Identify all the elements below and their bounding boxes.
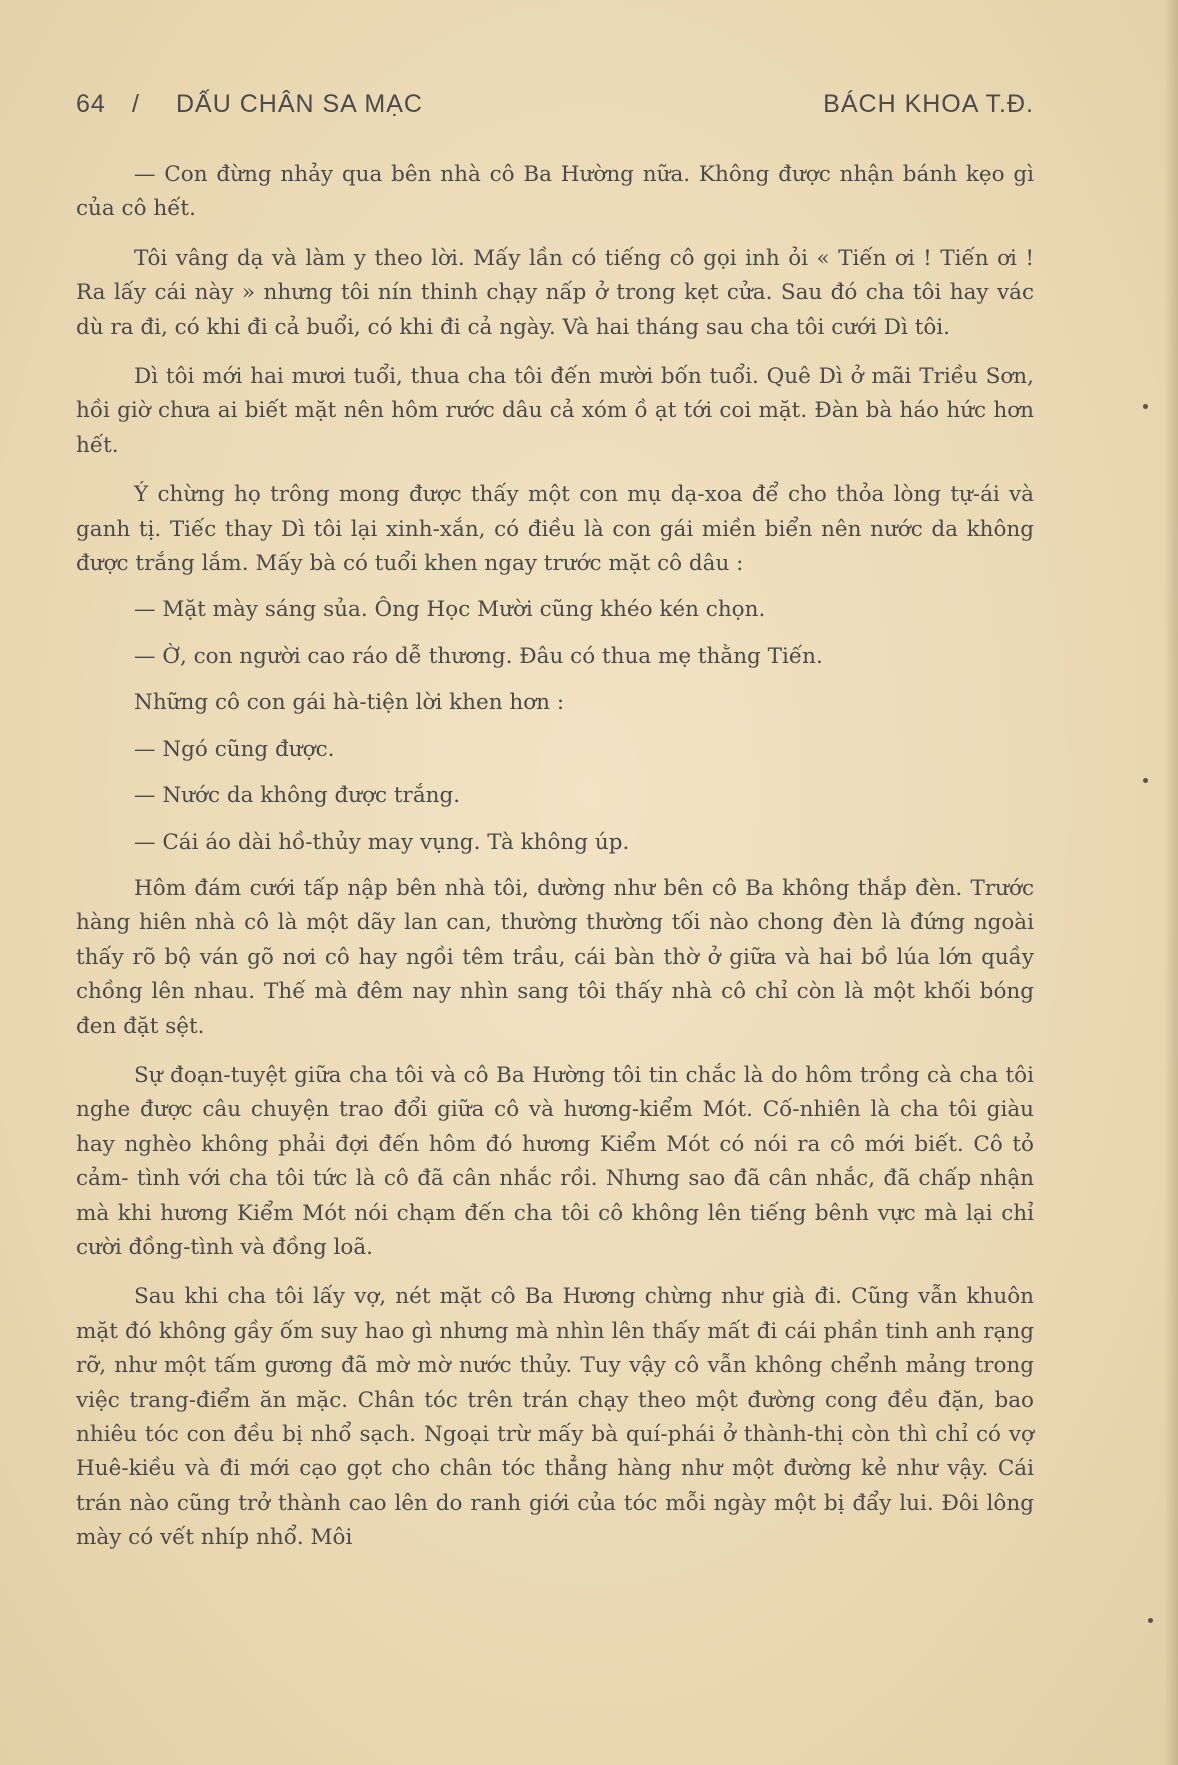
paper-speck <box>1143 404 1148 409</box>
running-header <box>76 90 1034 130</box>
dialogue-line: — Nước da không được trắng. <box>134 783 461 809</box>
dialogue-line: — Mặt mày sáng sủa. Ông Học Mười cũng khéo kén chọn. <box>134 597 766 623</box>
body-text <box>76 158 1034 1556</box>
paper-speck <box>1148 1618 1153 1623</box>
dialogue-line: — Ngó cũng được. <box>134 736 335 762</box>
paragraph: Những cô con gái hà-tiện lời khen hơn : <box>134 690 565 716</box>
header-separator: / <box>132 90 140 118</box>
paragraph: Hôm đám cưới tấp nập bên nhà tôi, dường như bên cô Ba không thắp đèn. Trước hàng hiên nhà cô là một dãy lan can, thường thường tối nào chong đèn là đứng ngoài thấy rõ bộ ván gõ nơi cô hay ngồi têm trầu, cái bàn thờ ở giữa và hai bồ lúa lớn quầy chồng lên nhau. Thế mà đêm nay nhìn sang tôi thấy nhà cô chỉ còn là một khối bóng đen đặt sệt. <box>76 875 1034 1039</box>
dialogue-line: — Ờ, con người cao ráo dễ thương. Đâu có thua mẹ thằng Tiến. <box>134 643 823 669</box>
paragraph: Tôi vâng dạ và làm y theo lời. Mấy lần có tiếng cô gọi inh ỏi « Tiến ơi ! Tiến ơi ! Ra lấy cái này » nhưng tôi nín thinh chạy nấp ở trong kẹt cửa. Sau đó cha tôi hay vác dù ra đi, có khi đi cả buổi, có khi đi cả ngày. Và hai tháng sau cha tôi cưới Dì tôi. <box>76 245 1034 340</box>
paragraph: — Con đừng nhảy qua bên nhà cô Ba Hường nữa. Không được nhận bánh kẹo gì của cô hết. <box>76 162 1034 222</box>
paragraph: Ý chừng họ trông mong được thấy một con mụ dạ-xoa để cho thỏa lòng tự-ái và ganh tị. Tiếc thay Dì tôi lại xinh-xắn, có điều là con gái miền biển nên nước da không được trắng lắm. Mấy bà có tuổi khen ngay trước mặt cô dâu : <box>76 482 1034 577</box>
paper-speck <box>1143 778 1148 783</box>
dialogue-line: — Cái áo dài hồ-thủy may vụng. Tà không úp. <box>134 829 630 855</box>
paragraph: Sự đoạn-tuyệt giữa cha tôi và cô Ba Hường tôi tin chắc là do hôm trồng cà cha tôi nghe được câu chuyện trao đổi giữa cô và hương-kiểm Mót. Cố-nhiên là cha tôi giàu hay nghèo không phải đợi đến hôm đó hương Kiểm Mót có nói ra cô mới biết. Cô tỏ cảm- tình với cha tôi tức là cô đã cân nhắc rồi. Nhưng sao đã cân nhắc, đã chấp nhận mà khi hương Kiểm Mót nói chạm đến cha tôi cô không lên tiếng bênh vực mà lại chỉ cười đồng-tình và đồng loã. <box>76 1062 1034 1260</box>
page-edge-shadow <box>1164 0 1178 1765</box>
book-title: DẤU CHÂN SA MẠC <box>176 90 423 118</box>
publisher-name: BÁCH KHOA T.Đ. <box>823 90 1034 118</box>
paragraph: Sau khi cha tôi lấy vợ, nét mặt cô Ba Hương chừng như già đi. Cũng vẫn khuôn mặt đó không gầy ốm suy hao gì nhưng mà nhìn lên thấy mất đi cái phần tinh anh rạng rỡ, như một tấm gương đã mờ mờ nước thủy. Tuy vậy cô vẫn không chểnh mảng trong việc trang-điểm ăn mặc. Chân tóc trên trán chạy theo một đường cong đều đặn, bao nhiêu tóc con đều bị nhổ sạch. Ngoại trừ mấy bà quí-phái ở thành-thị còn thì chỉ có vợ Huê-kiều và đi mới cạo gọt cho chân tóc thẳng hàng như một đường kẻ như vậy. Cái trán nào cũng trở thành cao lên do ranh giới của tóc mỗi ngày một bị đẩy lui. Đôi lông mày có vết nhíp nhổ. Môi <box>76 1284 1034 1551</box>
page-number: 64 <box>76 90 106 118</box>
paragraph: Dì tôi mới hai mươi tuổi, thua cha tôi đến mười bốn tuổi. Quê Dì ở mãi Triều Sơn, hồi giờ chưa ai biết mặt nên hôm rước dâu cả xóm ồ ạt tới coi mặt. Đàn bà háo hức hơn hết. <box>76 364 1034 458</box>
